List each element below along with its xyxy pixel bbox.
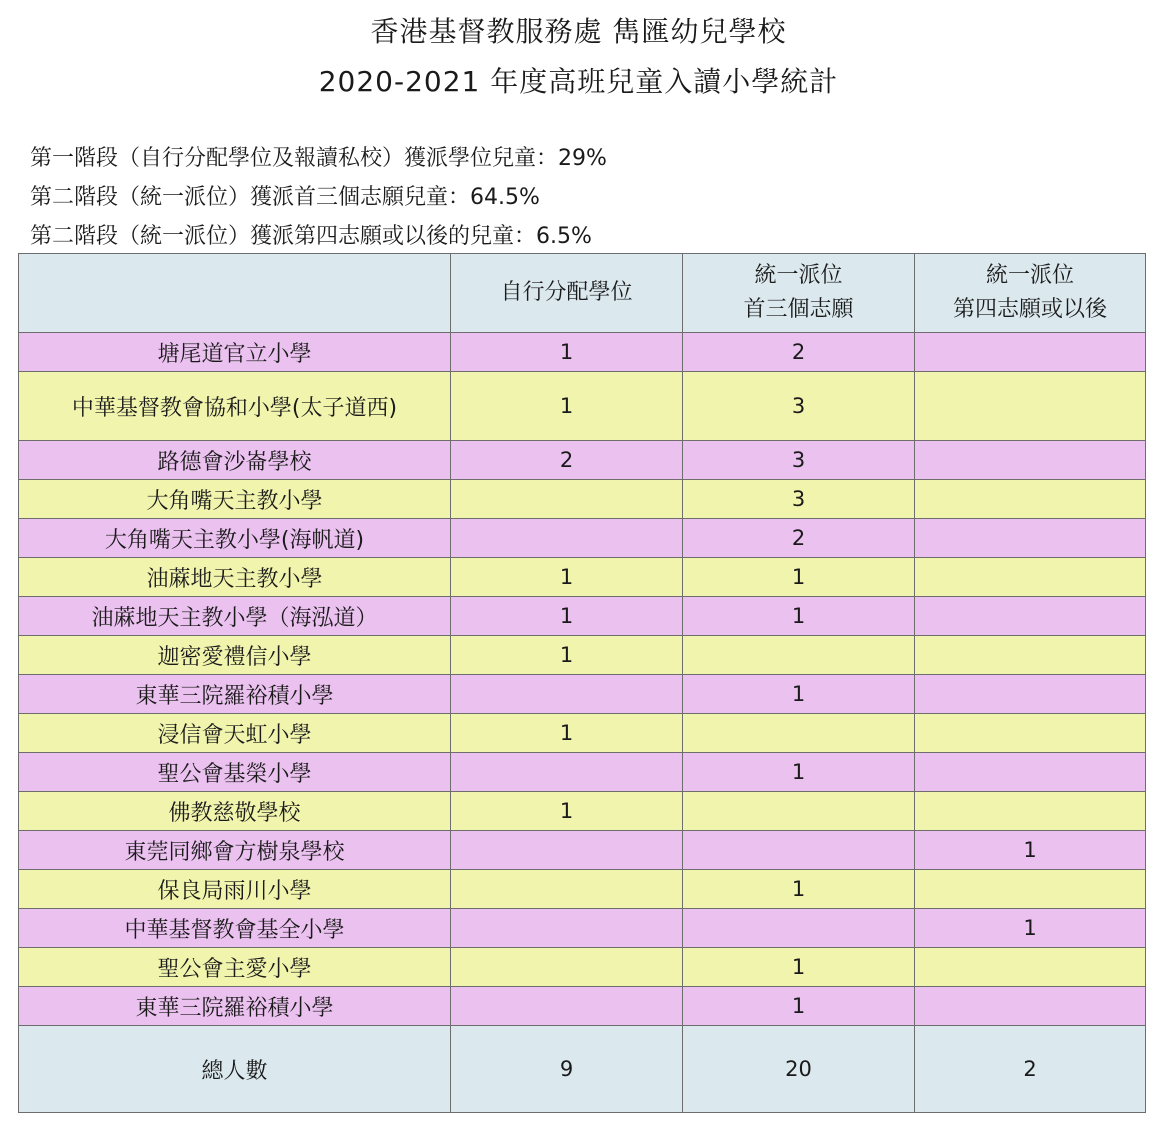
table-row	[19, 675, 1146, 714]
total-fourth-plus-cell: 2	[915, 1026, 1146, 1113]
fourth-plus-count-cell	[915, 333, 1146, 372]
table-row	[19, 372, 1146, 441]
school-name-cell: 聖公會主愛小學	[19, 948, 451, 987]
table-row	[19, 909, 1146, 948]
total-discretionary-cell: 9	[451, 1026, 683, 1113]
discretionary-count-cell: 1	[451, 636, 683, 675]
table-row	[19, 519, 1146, 558]
allocation-table	[18, 253, 1146, 1113]
discretionary-count-cell	[451, 909, 683, 948]
document-title: 香港基督教服務處 雋匯幼兒學校	[370, 15, 787, 48]
school-name-cell: 聖公會基榮小學	[19, 753, 451, 792]
fourth-plus-count-cell	[915, 675, 1146, 714]
discretionary-count-cell	[451, 831, 683, 870]
top3-count-cell: 1	[683, 987, 915, 1026]
fourth-plus-count-cell	[915, 441, 1146, 480]
total-label-cell: 總人數	[19, 1026, 451, 1113]
top3-count-cell	[683, 909, 915, 948]
header-central-top3-line2: 首三個志願	[743, 297, 854, 322]
school-name-cell: 中華基督教會基全小學	[19, 909, 451, 948]
total-row	[19, 1026, 1146, 1113]
fourth-plus-count-cell	[915, 636, 1146, 675]
fourth-plus-count-cell: 1	[915, 909, 1146, 948]
discretionary-count-cell: 1	[451, 597, 683, 636]
school-name-cell: 迦密愛禮信小學	[19, 636, 451, 675]
stat-stage1-discretionary: 第一階段（自行分配學位及報讀私校）獲派學位兒童：29%	[30, 146, 607, 171]
discretionary-count-cell	[451, 987, 683, 1026]
top3-count-cell: 1	[683, 870, 915, 909]
school-name-cell: 浸信會天虹小學	[19, 714, 451, 753]
table-row	[19, 636, 1146, 675]
school-name-cell: 東華三院羅裕積小學	[19, 987, 451, 1026]
school-name-cell: 油蔴地天主教小學	[19, 558, 451, 597]
school-name-cell: 中華基督教會協和小學(太子道西)	[19, 372, 451, 441]
top3-count-cell	[683, 831, 915, 870]
school-name-cell: 保良局雨川小學	[19, 870, 451, 909]
table-row	[19, 948, 1146, 987]
top3-count-cell: 2	[683, 519, 915, 558]
fourth-plus-count-cell	[915, 480, 1146, 519]
table-row	[19, 597, 1146, 636]
fourth-plus-count-cell	[915, 597, 1146, 636]
school-name-cell: 東華三院羅裕積小學	[19, 675, 451, 714]
table-row	[19, 831, 1146, 870]
header-row	[19, 254, 1146, 333]
school-name-cell: 路德會沙崙學校	[19, 441, 451, 480]
table-row	[19, 870, 1146, 909]
discretionary-count-cell: 1	[451, 558, 683, 597]
fourth-plus-count-cell	[915, 519, 1146, 558]
document-subtitle: 2020-2021 年度高班兒童入讀小學統計	[318, 65, 839, 98]
top3-count-cell: 1	[683, 597, 915, 636]
total-top3-cell: 20	[683, 1026, 915, 1113]
header-central-fourth-plus	[915, 254, 1146, 333]
discretionary-count-cell: 1	[451, 714, 683, 753]
fourth-plus-count-cell	[915, 792, 1146, 831]
school-name-cell: 油蔴地天主教小學（海泓道）	[19, 597, 451, 636]
fourth-plus-count-cell: 1	[915, 831, 1146, 870]
discretionary-count-cell: 1	[451, 792, 683, 831]
fourth-plus-count-cell	[915, 870, 1146, 909]
top3-count-cell	[683, 792, 915, 831]
discretionary-count-cell	[451, 948, 683, 987]
fourth-plus-count-cell	[915, 948, 1146, 987]
top3-count-cell	[683, 714, 915, 753]
fourth-plus-count-cell	[915, 714, 1146, 753]
header-central-top3-line1: 統一派位	[754, 263, 843, 288]
top3-count-cell	[683, 636, 915, 675]
top3-count-cell: 1	[683, 948, 915, 987]
discretionary-count-cell	[451, 519, 683, 558]
table-row	[19, 987, 1146, 1026]
school-name-cell: 佛教慈敬學校	[19, 792, 451, 831]
header-central-top3	[683, 254, 915, 333]
discretionary-count-cell	[451, 870, 683, 909]
discretionary-count-cell: 1	[451, 333, 683, 372]
discretionary-count-cell	[451, 480, 683, 519]
school-name-cell: 東莞同鄉會方樹泉學校	[19, 831, 451, 870]
top3-count-cell: 1	[683, 675, 915, 714]
header-school	[19, 254, 451, 333]
discretionary-count-cell: 2	[451, 441, 683, 480]
school-name-cell: 大角嘴天主教小學	[19, 480, 451, 519]
top3-count-cell: 3	[683, 441, 915, 480]
top3-count-cell: 3	[683, 480, 915, 519]
fourth-plus-count-cell	[915, 558, 1146, 597]
table-row	[19, 714, 1146, 753]
header-central-fourth-plus-line2: 第四志願或以後	[952, 297, 1107, 322]
stat-stage2-fourth-plus: 第二階段（統一派位）獲派第四志願或以後的兒童：6.5%	[30, 224, 592, 249]
fourth-plus-count-cell	[915, 987, 1146, 1026]
table-row	[19, 792, 1146, 831]
school-name-cell: 大角嘴天主教小學(海帆道)	[19, 519, 451, 558]
discretionary-count-cell	[451, 675, 683, 714]
header-discretionary: 自行分配學位	[451, 254, 683, 333]
table-row	[19, 333, 1146, 372]
discretionary-count-cell	[451, 753, 683, 792]
top3-count-cell: 1	[683, 753, 915, 792]
top3-count-cell: 1	[683, 558, 915, 597]
table-row	[19, 441, 1146, 480]
fourth-plus-count-cell	[915, 372, 1146, 441]
fourth-plus-count-cell	[915, 753, 1146, 792]
discretionary-count-cell: 1	[451, 372, 683, 441]
table-row	[19, 558, 1146, 597]
school-name-cell: 塘尾道官立小學	[19, 333, 451, 372]
top3-count-cell: 2	[683, 333, 915, 372]
top3-count-cell: 3	[683, 372, 915, 441]
table-row	[19, 753, 1146, 792]
stat-stage2-top3: 第二階段（統一派位）獲派首三個志願兒童：64.5%	[30, 185, 540, 210]
header-central-fourth-plus-line1: 統一派位	[985, 263, 1074, 288]
table-row	[19, 480, 1146, 519]
